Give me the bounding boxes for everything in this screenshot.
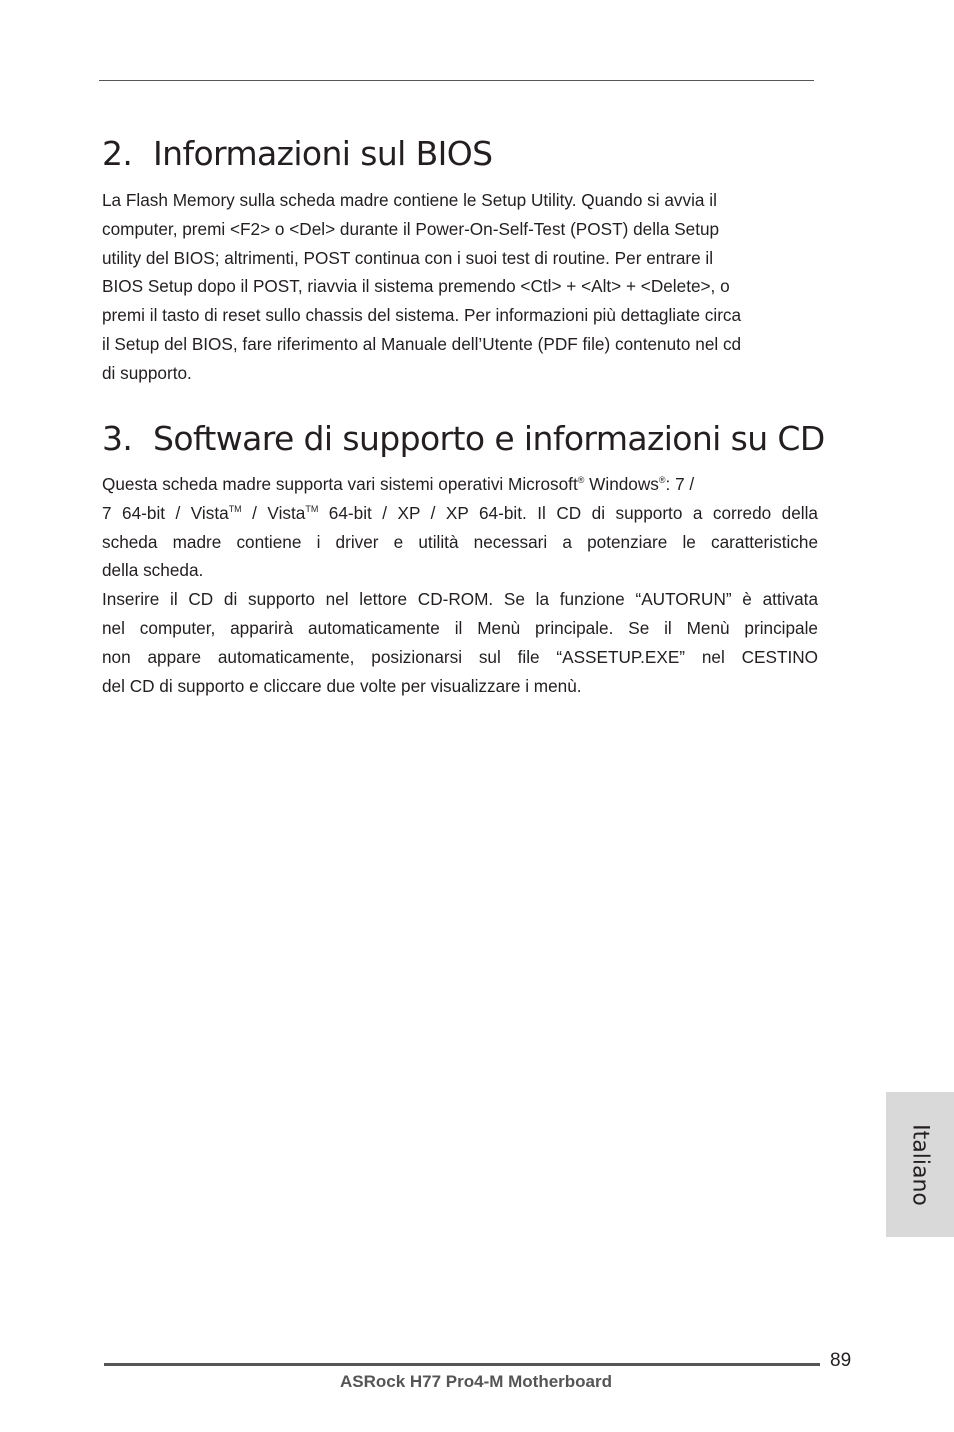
text-run: : 7 / (665, 474, 695, 494)
section-2-title: Informazioni sul BIOS (153, 134, 493, 173)
page-number: 89 (830, 1350, 852, 1371)
software-line: Inserire il CD di supporto nel lettore CD-ROM. Se la funzione “AUTORUN” è attivata (102, 589, 818, 610)
top-divider (99, 80, 814, 81)
text-run: / Vista (241, 502, 306, 523)
trademark-mark: TM (228, 503, 242, 514)
bios-line: computer, premi <F2> o <Del> durante il Power-On-Self-Test (POST) della Setup (102, 218, 720, 239)
software-line: del CD di supporto e cliccare due volte per visualizzare i menù. (102, 675, 582, 696)
section-3-title: Software di supporto e informazioni su CD (153, 419, 825, 458)
bios-line: di supporto. (102, 362, 192, 383)
bottom-divider (104, 1363, 820, 1366)
software-line: della scheda. (102, 560, 204, 581)
text-run: 64-bit / XP / XP 64-bit. Il CD di supporto a corredo della (318, 502, 818, 523)
language-tab-label: Italiano (907, 1123, 933, 1206)
section-3-number: 3. (102, 419, 133, 458)
software-line: nel computer, apparirà automaticamente il Menù principale. Se il Menù principale (102, 617, 818, 638)
footer-product-name: ASRock H77 Pro4-M Motherboard (339, 1372, 613, 1391)
text-run: 7 64-bit / Vista (102, 502, 229, 523)
bios-paragraph (102, 186, 818, 388)
bios-line: BIOS Setup dopo il POST, riavvia il sistema premendo <Ctl> + <Alt> + <Delete>, o (102, 276, 730, 297)
software-line: scheda madre contiene i driver e utilità necessari a potenziare le caratteristiche (102, 531, 818, 552)
bios-line: La Flash Memory sulla scheda madre contiene le Setup Utility. Quando si avvia il (102, 190, 717, 210)
registered-mark: ® (658, 475, 666, 485)
registered-mark: ® (577, 475, 585, 485)
bios-line: utility del BIOS; altrimenti, POST continua con i suoi test di routine. Per entrare il (102, 247, 714, 268)
language-tab (886, 1092, 954, 1237)
text-run: Questa scheda madre supporta vari sistemi operativi Microsoft (102, 474, 578, 494)
software-line (102, 470, 818, 499)
trademark-mark: TM (305, 503, 319, 514)
section-3-heading (102, 419, 825, 458)
section-2-number: 2. (102, 134, 133, 173)
software-line: non appare automaticamente, posizionarsi sul file “ASSETUP.EXE” nel CESTINO (102, 646, 818, 667)
section-2-heading (102, 134, 493, 173)
bios-line: premi il tasto di reset sullo chassis del sistema. Per informazioni più dettagliate circa (102, 305, 742, 326)
bios-line: il Setup del BIOS, fare riferimento al Manuale dell’Utente (PDF file) contenuto nel cd (102, 333, 742, 354)
text-run: Windows (584, 474, 659, 494)
software-line (102, 499, 818, 528)
software-paragraph (102, 470, 818, 700)
